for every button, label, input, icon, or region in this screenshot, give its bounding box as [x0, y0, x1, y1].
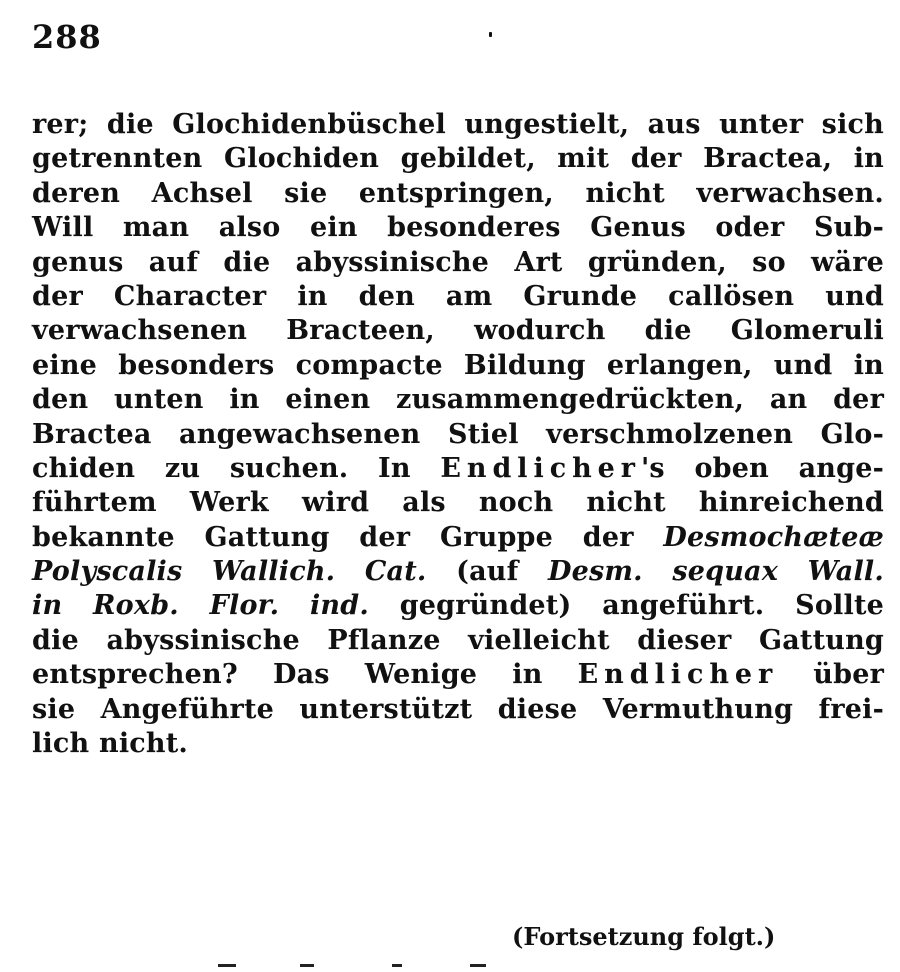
text-segment: den unten in einen zusammengedrückten, an der: [32, 384, 884, 416]
text-line: [32, 555, 884, 589]
italic-taxon-text: Desm. sequax Wall.: [548, 556, 884, 588]
text-segment: entsprechen? Das Wenige in: [32, 659, 578, 691]
text-segment: der Character in den am Grunde callösen und: [32, 280, 884, 312]
text-line: [32, 452, 884, 486]
text-line: [32, 727, 884, 761]
text-segment: eine besonders compacte Bildung erlangen, und in: [32, 349, 884, 381]
text-segment: Will man also ein besonderes Genus oder Sub-: [32, 212, 884, 244]
text-segment: die abyssinische Pflanze vielleicht dieser Gattung: [32, 624, 884, 656]
text-line: [32, 177, 884, 211]
print-speck: [489, 32, 492, 37]
text-line: [32, 280, 884, 314]
paragraph-body: [32, 108, 884, 761]
text-line: [32, 486, 884, 520]
italic-taxon-text: Polyscalis Wallich. Cat.: [32, 556, 427, 588]
text-line: [32, 383, 884, 417]
text-segment: (auf: [426, 556, 548, 588]
cut-off-glyph: [392, 964, 402, 967]
text-line: [32, 624, 884, 658]
cut-off-glyph: [218, 964, 236, 967]
text-line: [32, 211, 884, 245]
text-segment: genus auf die abyssinische Art gründen, so wäre: [32, 246, 884, 278]
text-line: [32, 246, 884, 280]
text-segment: gegründet) angeführt. Sollte: [368, 590, 884, 622]
text-segment: verwachsenen Bracteen, wodurch die Glomeruli: [32, 315, 884, 347]
cut-off-glyph: [470, 964, 486, 967]
text-line: [32, 108, 884, 142]
text-line: [32, 693, 884, 727]
text-line: [32, 521, 884, 555]
text-line: [32, 142, 884, 176]
cut-off-glyph: [300, 964, 314, 967]
cut-off-next-line: [0, 964, 900, 972]
text-line: [32, 349, 884, 383]
italic-taxon-text: in Roxb. Flor. ind.: [32, 590, 369, 622]
spaced-author-name: Endlicher: [440, 452, 641, 484]
text-segment: lich nicht.: [32, 728, 189, 760]
text-segment: 's oben ange-: [640, 452, 885, 484]
spaced-author-name: Endlicher: [577, 659, 779, 691]
italic-taxon-text: Desmochæteæ: [663, 521, 884, 553]
text-segment: getrennten Glochiden gebildet, mit der Bractea, in: [32, 143, 884, 175]
continuation-note: (Fortsetzung folgt.): [512, 922, 776, 951]
text-segment: deren Achsel sie entspringen, nicht verwachsen.: [32, 177, 884, 209]
text-segment: Bractea angewachsenen Stiel verschmolzenen Glo-: [32, 418, 884, 450]
text-line: [32, 314, 884, 348]
text-segment: sie Angeführte unterstützt diese Vermuthung frei-: [32, 693, 884, 725]
page-number: 288: [32, 18, 102, 56]
text-segment: chiden zu suchen. In: [32, 452, 441, 484]
text-line: [32, 658, 884, 692]
text-segment: über: [778, 659, 885, 691]
text-segment: rer; die Glochidenbüschel ungestielt, aus unter sich: [32, 109, 884, 140]
text-segment: bekannte Gattung der Gruppe der: [32, 521, 664, 553]
text-line: [32, 418, 884, 452]
text-line: [32, 589, 884, 623]
text-segment: führtem Werk wird als noch nicht hinreichend: [32, 487, 884, 519]
